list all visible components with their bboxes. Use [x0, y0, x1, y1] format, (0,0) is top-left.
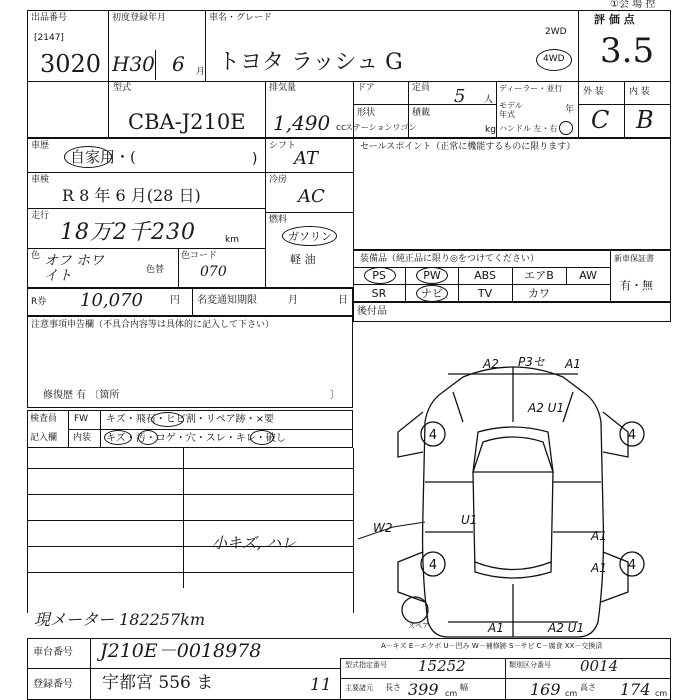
inspection-label: 車検	[31, 175, 50, 185]
lot-number: 3020	[40, 50, 102, 78]
aftermarket-frame	[353, 302, 671, 322]
exterior-label: 外 装	[583, 87, 604, 97]
repair-history-label: 修復歴 有 〔箇所	[43, 390, 120, 401]
width-value: 169	[530, 680, 561, 699]
dealer-label: ディーラー・並行	[499, 84, 563, 93]
shift-label: シフト	[269, 141, 297, 151]
chassis-label: 車台番号	[33, 647, 73, 658]
equip-tv: TV	[477, 287, 493, 300]
shift-value: AT	[294, 148, 319, 169]
displacement-unit: cc	[336, 123, 346, 133]
name-change-month: 月	[288, 295, 298, 306]
load-label: 積載	[412, 108, 431, 118]
equip-sr: SR	[371, 287, 387, 300]
capacity: 5	[454, 86, 466, 107]
usage-value: 自家用・(	[70, 148, 136, 166]
private-use-circle	[64, 146, 112, 168]
recycle-frame	[27, 288, 353, 316]
spare-label: スペア	[408, 622, 429, 630]
warranty-value: 有・無	[620, 279, 653, 292]
tire-mark-rl: 4	[428, 558, 438, 573]
car-damage-diagram	[353, 322, 671, 652]
aircon-value: AC	[298, 186, 325, 207]
year-unit: 年	[565, 105, 575, 115]
tire-mark-rr: 4	[627, 558, 637, 573]
drive-4wd: 4WD	[543, 54, 565, 64]
type-cert: 15252	[418, 657, 466, 675]
handle-right-circle	[559, 121, 573, 135]
lot-bracket: [2147]	[34, 33, 64, 43]
inspection-value: R 8 年 6 月(28 日)	[62, 186, 201, 205]
fuel-label: 燃料	[269, 215, 288, 225]
equip-navi-circle	[416, 285, 448, 302]
mark-top-a1: A1	[565, 357, 581, 371]
mileage-value: 18万2千230	[60, 220, 196, 245]
mileage-label: 走行	[31, 211, 50, 221]
warranty-label: 新車保証書	[614, 254, 654, 263]
sales-point-frame	[353, 138, 671, 250]
model-code: CBA-J210E	[128, 110, 246, 134]
shape-label: 形状	[357, 108, 376, 118]
door-label: ドア	[357, 83, 375, 93]
height-value: 174	[620, 680, 651, 699]
chassis-value: J210E－0018978	[100, 640, 262, 662]
color-code-label: 色コード	[181, 251, 218, 261]
equip-airbag: エアB	[524, 269, 554, 282]
mark-left-w2: W2	[373, 521, 393, 535]
registration-value-2: 11	[310, 675, 332, 695]
mark-side-u1: U1	[461, 513, 478, 527]
car-name: トヨタ ラッシュ G	[218, 50, 403, 75]
damage-legend: A－キズ E－エクボ U－凹み W－補修跡 S－サビ C－腐食 XX－交換済	[381, 642, 603, 650]
length-label: 長さ	[385, 683, 401, 692]
mark-rear-a2u1: A2 U1	[548, 621, 585, 635]
registration-label: 登録番号	[33, 679, 73, 690]
recycle-value: 10,070	[80, 290, 143, 311]
aircon-label: 冷房	[269, 175, 288, 185]
length-value: 399	[408, 680, 439, 699]
equip-ps: PS	[372, 269, 386, 282]
registration-era: H30	[112, 52, 155, 76]
displacement-label: 排気量	[269, 83, 297, 93]
mark-top-a2: A2	[483, 357, 499, 371]
drive-2wd: 2WD	[545, 27, 567, 37]
name-change-label: 名変通知期限	[197, 295, 257, 306]
model-year-label: モデル 年式	[499, 101, 523, 119]
color-value: オフ ホワイト	[44, 253, 105, 284]
registration-month: 6	[172, 52, 185, 76]
interior-grade: B	[636, 106, 654, 134]
model-type-label: 型式	[113, 83, 132, 93]
interior-label: 内 装	[629, 87, 650, 97]
name-change-day: 日	[338, 295, 348, 306]
exterior-grade: C	[591, 106, 610, 134]
month-unit: 月	[196, 67, 206, 77]
equipment-label: 装備品（純正品に限り◎をつけてください）	[360, 254, 539, 264]
tire-mark-fr: 4	[627, 428, 637, 443]
displacement: 1,490	[273, 111, 331, 135]
car-name-label: 車名・グレード	[209, 13, 273, 23]
recycle-label: R券	[31, 297, 47, 307]
equip-pw: PW	[423, 269, 441, 282]
equip-abs: ABS	[474, 269, 496, 282]
load-unit: kg	[485, 125, 496, 135]
mark-hood: A2 U1	[528, 401, 565, 415]
handwritten-note: 小キズ, ハレ	[212, 534, 297, 552]
height-label: 高さ	[580, 683, 596, 692]
equip-ps-circle	[364, 267, 396, 284]
fw-row: キズ・飛石・ヒビ割・リペア跡・×要	[106, 414, 274, 425]
fuel-diesel: 軽 油	[290, 253, 316, 266]
int-dirt-circle	[138, 430, 158, 445]
capacity-unit: 人	[484, 95, 494, 105]
usage-close: )	[252, 151, 258, 167]
width-unit: cm	[565, 689, 578, 698]
entry-label: 記入欄	[30, 433, 58, 443]
score-label: 評 価 点	[594, 13, 635, 26]
interior-row: キズ・汚・コゲ・穴・スレ・キレ・破し	[106, 433, 286, 444]
color-change-label: 色替	[146, 265, 165, 275]
score-value: 3.5	[600, 31, 655, 71]
fuel-gasoline-circle	[282, 226, 337, 246]
handle-label: ハンドル 左・右	[499, 124, 558, 133]
category: 0014	[580, 657, 619, 675]
lot-number-label: 出品番号	[31, 13, 68, 23]
mark-right-a1-top: A1	[591, 529, 607, 543]
meter-note: 現メーター 182257km	[34, 610, 206, 629]
category-label: 類別区分番号	[509, 661, 551, 669]
notes-lines	[27, 448, 353, 613]
color-label: 色	[31, 251, 41, 261]
color-code: 070	[200, 264, 227, 280]
registration-value: 宇都宮 556 ま	[102, 673, 214, 693]
mark-rear-a1: A1	[488, 621, 504, 635]
usage-label: 車歴	[31, 141, 50, 151]
first-registration-label: 初度登録年月	[112, 13, 167, 23]
mark-top-p3: P3セ	[518, 355, 545, 369]
type-cert-label: 型式指定番号	[345, 661, 387, 669]
fuel-gasoline: ガソリン	[288, 230, 332, 243]
equip-leather: カワ	[528, 287, 550, 300]
capacity-label: 定員	[412, 83, 431, 93]
specs-label: 主要諸元	[345, 684, 373, 692]
int-wear-circle	[250, 430, 274, 445]
length-unit: cm	[445, 689, 458, 698]
notes-label: 注意事項申告欄（不具合内容等は具体的に記入して下さい）	[31, 320, 275, 330]
int-scratch-circle	[104, 430, 132, 445]
equip-navi: ナビ	[421, 287, 443, 300]
venue-label: ①会 場 控	[610, 0, 656, 10]
recycle-unit: 円	[170, 295, 180, 306]
equip-pw-circle	[416, 267, 448, 284]
width-label: 幅	[460, 683, 468, 692]
repair-history-close: 〕	[330, 390, 340, 401]
fw-label: FW	[74, 414, 89, 424]
sales-point-label: セールスポイント（正常に機能するものに限ります）	[360, 142, 576, 152]
aftermarket-label: 後付品	[357, 306, 387, 317]
interior-row-label: 内装	[73, 433, 92, 443]
fw-chip-circle	[151, 412, 184, 427]
tire-mark-fl: 4	[428, 428, 438, 443]
inspector-label: 検査員	[30, 414, 58, 424]
mark-right-a1-bottom: A1	[591, 561, 607, 575]
mileage-unit: km	[225, 235, 239, 245]
height-unit: cm	[655, 689, 668, 698]
equip-aw: AW	[579, 269, 597, 282]
body-type: ステーションワゴン	[345, 123, 417, 132]
